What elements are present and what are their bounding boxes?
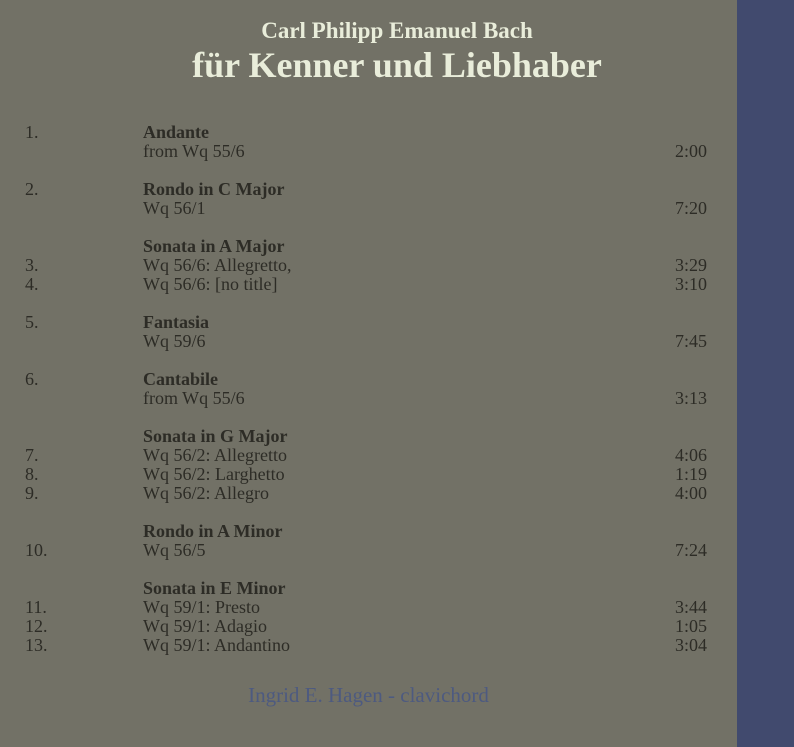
track-row	[0, 617, 737, 636]
track-title: from Wq 55/6	[143, 388, 245, 408]
track-duration: 4:06	[674, 445, 707, 465]
track-row	[0, 275, 737, 294]
track-group	[0, 579, 737, 655]
track-title: Cantabile	[143, 369, 219, 389]
track-duration	[643, 427, 707, 446]
track-row	[0, 446, 737, 465]
track-duration	[643, 579, 707, 598]
track-duration: 3:29	[674, 255, 707, 275]
track-row	[0, 541, 737, 560]
track-number: 5.	[25, 312, 39, 332]
track-title: Wq 56/5	[143, 540, 206, 560]
track-duration: 2:00	[674, 141, 707, 161]
track-number	[25, 427, 143, 446]
track-group	[0, 370, 737, 408]
track-title: Sonata in A Major	[143, 236, 285, 256]
track-row	[0, 465, 737, 484]
track-group	[0, 180, 737, 218]
track-number: 4.	[25, 274, 39, 294]
track-duration: 7:20	[674, 198, 707, 218]
track-number: 13.	[25, 635, 48, 655]
track-title: Wq 59/6	[143, 331, 206, 351]
track-title: Wq 56/2: Allegretto	[143, 445, 287, 465]
track-title: Andante	[143, 122, 210, 142]
album-footer	[0, 683, 737, 707]
track-number	[25, 237, 143, 256]
track-title: Wq 56/6: [no title]	[143, 274, 278, 294]
track-duration: 7:45	[674, 331, 707, 351]
track-number: 7.	[25, 445, 39, 465]
track-title: from Wq 55/6	[143, 141, 245, 161]
track-row	[0, 484, 737, 503]
track-row	[0, 237, 737, 256]
track-number: 9.	[25, 483, 39, 503]
track-row	[0, 522, 737, 541]
track-title: Wq 59/1: Presto	[143, 597, 260, 617]
track-row	[0, 142, 737, 161]
track-number: 3.	[25, 255, 39, 275]
track-title: Rondo in C Major	[143, 179, 285, 199]
track-duration	[643, 370, 707, 389]
track-row	[0, 180, 737, 199]
track-row	[0, 427, 737, 446]
tracklist	[0, 123, 737, 655]
track-number	[25, 199, 143, 218]
track-title: Sonata in E Minor	[143, 578, 286, 598]
track-duration: 1:05	[674, 616, 707, 636]
track-duration: 1:19	[674, 464, 707, 484]
track-group	[0, 123, 737, 161]
track-title: Wq 56/6: Allegretto,	[143, 255, 292, 275]
track-row	[0, 199, 737, 218]
track-duration	[643, 123, 707, 142]
track-duration	[643, 180, 707, 199]
album-header	[0, 0, 794, 85]
track-number	[25, 522, 143, 541]
track-title: Rondo in A Minor	[143, 521, 283, 541]
track-title: Wq 56/1	[143, 198, 206, 218]
album-title: für Kenner und Liebhaber	[192, 45, 602, 85]
track-title: Sonata in G Major	[143, 426, 288, 446]
performer-credit: Ingrid E. Hagen - clavichord	[248, 683, 489, 707]
track-duration: 7:24	[674, 540, 707, 560]
track-title: Wq 56/2: Allegro	[143, 483, 269, 503]
track-row	[0, 123, 737, 142]
track-number: 12.	[25, 616, 48, 636]
track-group	[0, 522, 737, 560]
track-row	[0, 370, 737, 389]
track-duration: 3:10	[674, 274, 707, 294]
track-duration: 3:13	[674, 388, 707, 408]
track-number: 10.	[25, 540, 48, 560]
track-duration: 3:44	[674, 597, 707, 617]
track-group	[0, 427, 737, 503]
track-number: 11.	[25, 597, 47, 617]
track-title: Wq 56/2: Larghetto	[143, 464, 285, 484]
spine-stripe	[737, 0, 794, 747]
track-number	[25, 332, 143, 351]
track-number: 1.	[25, 122, 39, 142]
track-duration	[643, 313, 707, 332]
track-title: Wq 59/1: Adagio	[143, 616, 267, 636]
track-number: 8.	[25, 464, 39, 484]
track-duration: 3:04	[674, 635, 707, 655]
track-row	[0, 313, 737, 332]
track-number	[25, 389, 143, 408]
track-number: 6.	[25, 369, 39, 389]
track-title: Wq 59/1: Andantino	[143, 635, 290, 655]
track-number: 2.	[25, 179, 39, 199]
track-group	[0, 237, 737, 294]
artist-name: Carl Philipp Emanuel Bach	[261, 18, 533, 43]
track-row	[0, 256, 737, 275]
track-duration	[643, 522, 707, 541]
track-number	[25, 579, 143, 598]
track-row	[0, 332, 737, 351]
track-title: Fantasia	[143, 312, 210, 332]
track-group	[0, 313, 737, 351]
track-number	[25, 142, 143, 161]
track-row	[0, 579, 737, 598]
track-row	[0, 598, 737, 617]
track-row	[0, 389, 737, 408]
track-duration	[643, 237, 707, 256]
track-duration: 4:00	[674, 483, 707, 503]
track-row	[0, 636, 737, 655]
